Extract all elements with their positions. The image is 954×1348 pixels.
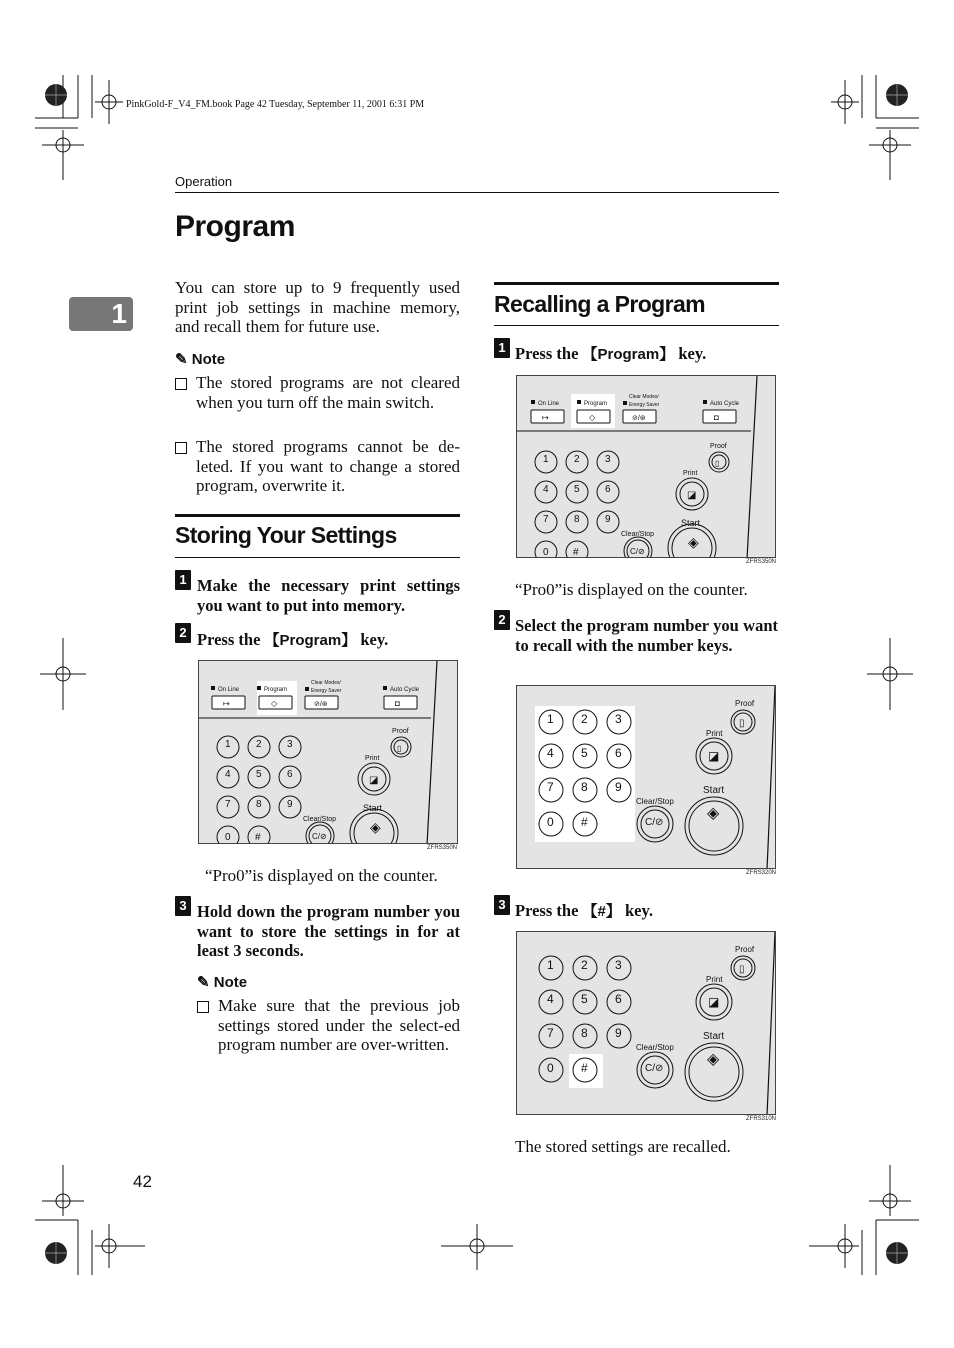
control-panel-drawing [199, 661, 458, 844]
svg-text:9: 9 [605, 514, 611, 525]
svg-text:#: # [255, 832, 261, 843]
pencil-icon: ✎ [197, 974, 210, 991]
recalling-step-2: Select the program number you want to recall with the number keys. [515, 616, 778, 655]
print-header: PinkGold-F_V4_FM.book Page 42 Tuesday, September 11, 2001 6:31 PM [126, 99, 425, 110]
svg-text:#: # [573, 547, 579, 558]
figure-id: ZFRS320N [746, 870, 777, 876]
svg-text:Auto Cycle: Auto Cycle [710, 401, 740, 407]
header-rule [175, 192, 779, 193]
svg-text:◈: ◈ [707, 1051, 720, 1068]
svg-text:6: 6 [615, 746, 622, 760]
note-heading [197, 973, 247, 991]
program-key-label: 【Program】 [264, 632, 357, 649]
svg-text:Clear/Stop: Clear/Stop [303, 816, 337, 823]
svg-text:2: 2 [581, 958, 588, 972]
auto-cycle-label: Auto Cycle [390, 687, 420, 693]
svg-text:2: 2 [256, 739, 262, 750]
control-panel-illustration [198, 660, 458, 844]
svg-text:5: 5 [581, 746, 588, 760]
svg-text:6: 6 [287, 769, 293, 780]
svg-text:Proof: Proof [392, 728, 409, 735]
number-keys-illustration [516, 685, 776, 869]
section-heading-storing: Storing Your Settings [175, 522, 397, 548]
svg-text:1: 1 [547, 958, 554, 972]
svg-text:◈: ◈ [707, 805, 720, 822]
pencil-icon: ✎ [175, 351, 188, 368]
svg-text:9: 9 [615, 1026, 622, 1040]
storing-step-1: Make the necessary print settings you want to put into memory. [197, 576, 460, 615]
svg-text:Energy Saver: Energy Saver [629, 402, 660, 408]
svg-text:◪: ◪ [369, 775, 379, 786]
svg-text:8: 8 [581, 780, 588, 794]
svg-text:Clear Modes/: Clear Modes/ [629, 394, 659, 400]
svg-text:0: 0 [547, 815, 554, 829]
svg-text:5: 5 [256, 769, 262, 780]
svg-text:Proof: Proof [735, 699, 755, 708]
svg-text:7: 7 [547, 780, 554, 794]
svg-text:◘: ◘ [714, 413, 719, 422]
svg-text:On Line: On Line [538, 401, 560, 407]
svg-text:4: 4 [543, 484, 549, 495]
svg-text:Print: Print [706, 729, 723, 738]
svg-text:⊘/⊛: ⊘/⊛ [314, 701, 328, 708]
svg-text:Clear/Stop: Clear/Stop [636, 1043, 674, 1052]
svg-text:8: 8 [581, 1026, 588, 1040]
control-panel-drawing [517, 376, 776, 558]
section-rule-top [494, 282, 779, 285]
hash-key-drawing [517, 932, 776, 1115]
svg-text:3: 3 [605, 454, 611, 465]
svg-text:0: 0 [225, 832, 231, 843]
svg-text:C/⊘: C/⊘ [630, 547, 645, 556]
svg-text:3: 3 [615, 958, 622, 972]
number-keys-drawing [517, 686, 776, 869]
svg-text:C/⊘: C/⊘ [312, 832, 327, 841]
svg-text:#: # [581, 1061, 588, 1075]
program-label: Program [264, 687, 288, 693]
svg-text:Clear/Stop: Clear/Stop [636, 797, 674, 806]
svg-text:◪: ◪ [708, 749, 720, 763]
svg-text:0: 0 [543, 547, 549, 558]
svg-text:2: 2 [574, 454, 580, 465]
recalling-step-3-caption: The stored settings are recalled. [515, 1137, 731, 1156]
svg-text:Proof: Proof [710, 443, 727, 450]
section-rule-top [175, 514, 460, 517]
svg-text:9: 9 [615, 780, 622, 794]
clear-modes-label: Clear Modes/ [311, 680, 341, 686]
svg-text:◪: ◪ [687, 490, 697, 501]
svg-text:0: 0 [547, 1061, 554, 1075]
svg-text:4: 4 [225, 769, 231, 780]
svg-text:Start: Start [681, 518, 701, 528]
note-heading [175, 350, 225, 368]
svg-text:6: 6 [605, 484, 611, 495]
step-number: 1 [494, 338, 510, 358]
step-number: 3 [494, 895, 510, 915]
svg-text:Proof: Proof [735, 945, 755, 954]
figure-id: ZFRS310N [746, 1116, 777, 1122]
svg-text:▯: ▯ [739, 964, 745, 975]
svg-text:Start: Start [703, 785, 725, 796]
svg-text:Print: Print [683, 470, 698, 477]
step-number: 3 [175, 896, 191, 916]
svg-text:↦: ↦ [542, 413, 549, 422]
section-rule-bottom [175, 557, 460, 558]
checkbox-bullet-icon [175, 442, 187, 454]
svg-text:1: 1 [225, 739, 231, 750]
page-title: Program [175, 210, 295, 243]
intro-text: You can store up to 9 frequently used print job settings in machine memory, and recall them for future use. [175, 278, 460, 336]
svg-text:1: 1 [547, 712, 554, 726]
svg-text:◇: ◇ [271, 699, 278, 708]
hash-key-illustration [516, 931, 776, 1115]
note-item: Make sure that the previous job settings stored under the select-ed program number are over-written. [197, 996, 460, 1055]
svg-text:6: 6 [615, 992, 622, 1006]
recalling-step-3: Press the 【#】 key. [515, 901, 653, 920]
step-number: 1 [175, 570, 191, 590]
svg-text:7: 7 [225, 799, 231, 810]
svg-text:7: 7 [547, 1026, 554, 1040]
storing-step-2-caption: “Pro0”is displayed on the counter. [205, 866, 438, 885]
step-number: 2 [494, 610, 510, 630]
svg-text:◈: ◈ [370, 819, 381, 835]
svg-text:C/⊘: C/⊘ [645, 817, 664, 828]
svg-text:3: 3 [615, 712, 622, 726]
svg-text:Print: Print [365, 755, 380, 762]
svg-text:Print: Print [706, 975, 723, 984]
svg-text:Start: Start [363, 803, 383, 813]
svg-text:Start: Start [703, 1031, 725, 1042]
note-label: Note [191, 351, 226, 368]
online-label: On Line [218, 687, 240, 693]
page-number: 42 [133, 1172, 152, 1191]
svg-text:#: # [581, 815, 588, 829]
note-label: Note [213, 974, 248, 991]
svg-text:▯: ▯ [397, 744, 402, 753]
recalling-step-1-caption: “Pro0”is displayed on the counter. [515, 580, 748, 599]
section-rule-bottom [494, 325, 779, 326]
control-panel-illustration [516, 375, 776, 558]
svg-text:5: 5 [574, 484, 580, 495]
storing-step-3: Hold down the program number you want to store the settings in for at least 3 seconds. [197, 902, 460, 960]
svg-text:↦: ↦ [223, 699, 230, 708]
recalling-step-1: Press the 【Program】 key. [515, 344, 707, 363]
svg-text:1: 1 [543, 454, 549, 465]
running-head: Operation [175, 174, 233, 189]
svg-text:▯: ▯ [715, 459, 720, 468]
checkbox-bullet-icon [197, 1001, 209, 1013]
section-heading-recalling: Recalling a Program [494, 291, 706, 317]
figure-id: ZFRS350N [746, 559, 777, 565]
svg-text:8: 8 [256, 799, 262, 810]
svg-text:◇: ◇ [589, 413, 596, 422]
svg-text:8: 8 [574, 514, 580, 525]
svg-text:2: 2 [581, 712, 588, 726]
svg-text:Program: Program [584, 401, 608, 407]
svg-text:◈: ◈ [688, 534, 699, 550]
svg-text:3: 3 [287, 739, 293, 750]
svg-text:▯: ▯ [739, 718, 745, 729]
hash-key-label: 【#】 [582, 903, 621, 920]
note-item: The stored programs are not cleared when you turn off the main switch. [175, 373, 460, 412]
step-number: 2 [175, 623, 191, 643]
note-item: The stored programs cannot be de-leted. If you want to change a stored program, overwrite it. [175, 437, 460, 496]
svg-text:9: 9 [287, 799, 293, 810]
figure-id: ZFRS350N [427, 845, 458, 851]
svg-text:◘: ◘ [395, 699, 400, 708]
svg-text:Clear/Stop: Clear/Stop [621, 531, 655, 538]
svg-text:7: 7 [543, 514, 549, 525]
svg-text:4: 4 [547, 992, 554, 1006]
svg-text:⊘/⊛: ⊘/⊛ [632, 415, 646, 422]
svg-text:4: 4 [547, 746, 554, 760]
svg-text:◪: ◪ [708, 995, 720, 1009]
svg-text:5: 5 [581, 992, 588, 1006]
program-key-label: 【Program】 [582, 346, 675, 363]
chapter-tab: 1 [69, 297, 133, 331]
storing-step-2: Press the 【Program】 key. [197, 630, 389, 649]
energy-saver-label: Energy Saver [311, 688, 342, 694]
checkbox-bullet-icon [175, 378, 187, 390]
svg-text:C/⊘: C/⊘ [645, 1063, 664, 1074]
